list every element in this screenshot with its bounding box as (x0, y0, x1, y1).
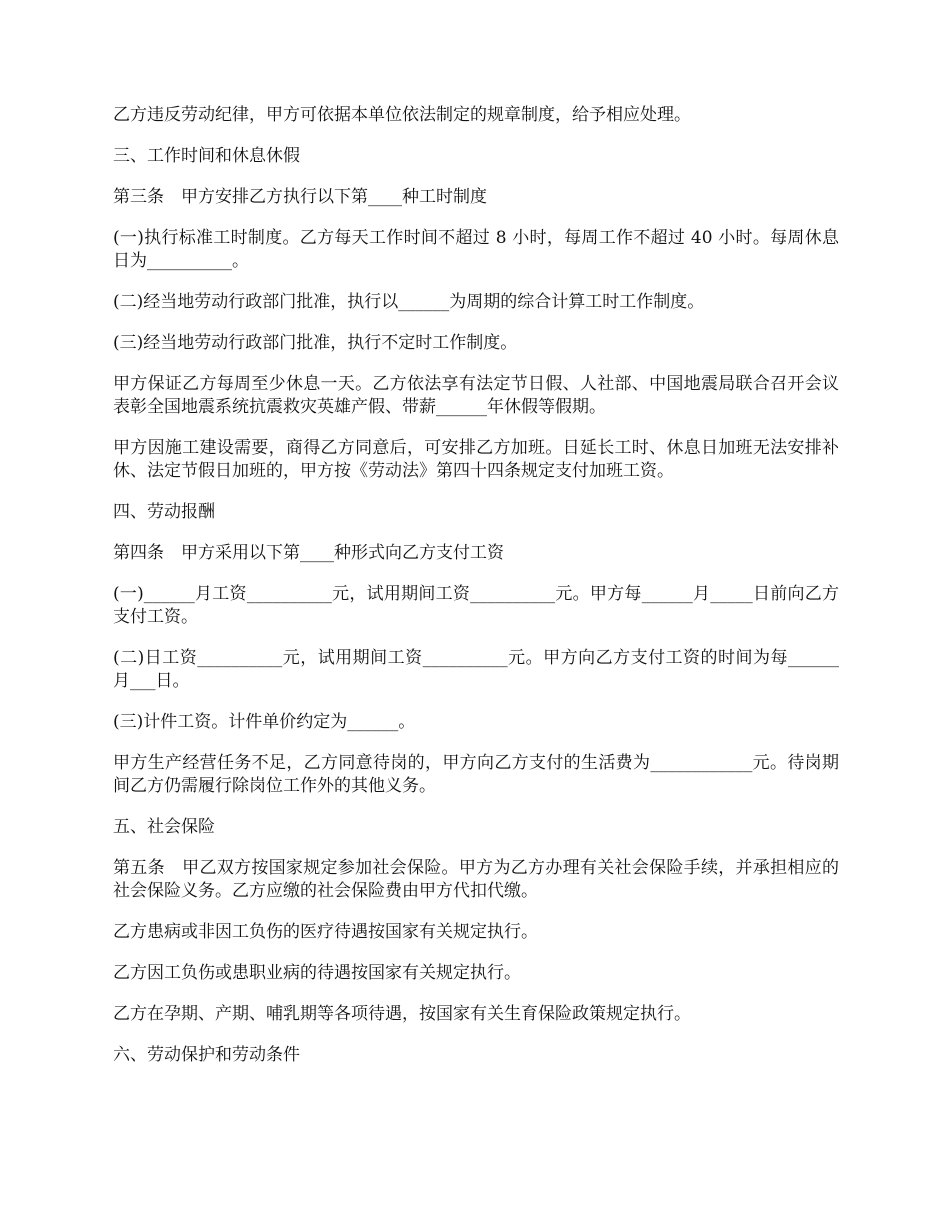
clause-monthly-wage: (一)______月工资__________元，试用期间工资__________元。甲方每______月_____日前向乙方支付工资。 (113, 584, 839, 627)
paragraph-work-injury: 乙方因工负伤或患职业病的待遇按国家有关规定执行。 (113, 963, 521, 983)
clause-comprehensive-hours: (二)经当地劳动行政部门批准，执行以______为周期的综合计算工时工作制度。 (113, 292, 705, 312)
section-heading-social-insurance: 五、社会保险 (113, 817, 215, 837)
paragraph-medical-treatment: 乙方患病或非因工负伤的医疗待遇按国家有关规定执行。 (113, 922, 538, 942)
article-3: 第三条 甲方安排乙方执行以下第____种工时制度 (113, 187, 487, 207)
paragraph-rest-days: 甲方保证乙方每周至少休息一天。乙方依法享有法定节日假、人社部、中国地震局联合召开会议表彰全国地震系统抗震救灾英雄产假、带薪______年休假等假期。 (113, 374, 839, 417)
paragraph-discipline: 乙方违反劳动纪律，甲方可依据本单位依法制定的规章制度，给予相应处理。 (113, 105, 691, 125)
clause-flexible-hours: (三)经当地劳动行政部门批准，执行不定时工作制度。 (113, 333, 518, 353)
document-body (113, 104, 839, 1085)
paragraph-standby-allowance: 甲方生产经营任务不足，乙方同意待岗的，甲方向乙方支付的生活费为____________元。待岗期间乙方仍需履行除岗位工作外的其他义务。 (113, 753, 839, 796)
clause-daily-wage: (二)日工资__________元，试用期间工资__________元。甲方向乙方支付工资的时间为每______月___日。 (113, 648, 839, 691)
section-heading-remuneration: 四、劳动报酬 (113, 502, 215, 522)
clause-piece-wage: (三)计件工资。计件单价约定为______。 (113, 712, 416, 732)
section-heading-working-hours: 三、工作时间和休息休假 (113, 146, 300, 166)
paragraph-maternity: 乙方在孕期、产期、哺乳期等各项待遇，按国家有关生育保险政策规定执行。 (113, 1004, 691, 1024)
article-4: 第四条 甲方采用以下第____种形式向乙方支付工资 (113, 543, 504, 563)
section-heading-labor-protection: 六、劳动保护和劳动条件 (113, 1045, 300, 1065)
clause-standard-hours: (一)执行标准工时制度。乙方每天工作时间不超过 8 小时，每周工作不超过 40 小时。每周休息日为__________。 (113, 228, 839, 271)
paragraph-overtime: 甲方因施工建设需要，商得乙方同意后，可安排乙方加班。日延长工时、休息日加班无法安排补休、法定节假日加班的，甲方按《劳动法》第四十四条规定支付加班工资。 (113, 438, 839, 481)
article-5: 第五条 甲乙双方按国家规定参加社会保险。甲方为乙方办理有关社会保险手续，并承担相应的社会保险义务。乙方应缴的社会保险费由甲方代扣代缴。 (113, 858, 839, 901)
